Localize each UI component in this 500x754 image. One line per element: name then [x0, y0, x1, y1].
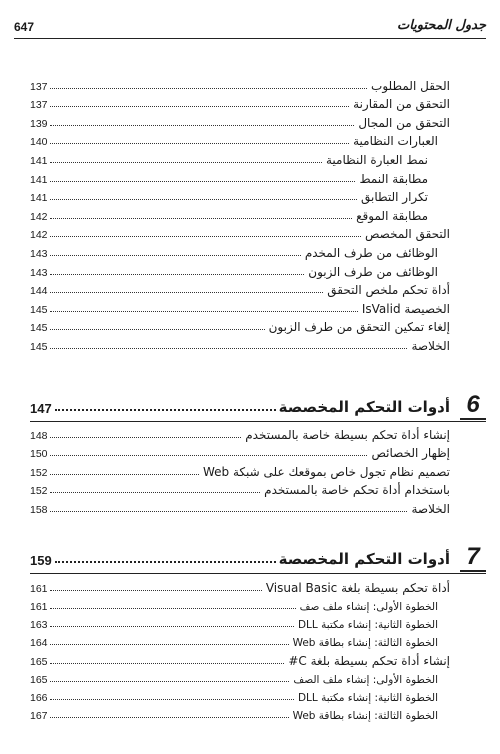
- toc-entry-page: 143: [30, 247, 48, 260]
- dot-leader: [50, 329, 265, 330]
- toc-entry-title: الخطوة الأولى: إنشاء ملف الصف: [293, 673, 438, 686]
- toc-entry-page: 145: [30, 340, 48, 353]
- toc-entry: [30, 442, 450, 461]
- header-rule: [14, 38, 486, 39]
- toc-entry-title: الخلاصة: [411, 501, 450, 516]
- toc-entry: [30, 613, 450, 631]
- toc-entry-title: الوظائف من طرف المخدم: [304, 245, 438, 260]
- toc-entry-page: 141: [30, 154, 48, 167]
- toc-entry-title: الحقل المطلوب: [371, 78, 450, 93]
- chapter-number: 7: [460, 544, 486, 572]
- toc-entry-page: 145: [30, 303, 48, 316]
- chapter-7-heading: [30, 544, 486, 572]
- toc-entry-page: 140: [30, 136, 48, 149]
- toc-entry: [30, 460, 450, 479]
- toc-entry: [30, 631, 450, 649]
- toc-entry-title: تكرار التطابق: [361, 190, 428, 205]
- toc-entry-title: تصميم نظام تجول خاص بموقعك على شبكة Web: [202, 464, 450, 479]
- toc-entry-page: 137: [30, 80, 48, 93]
- toc-entry-page: 163: [30, 618, 48, 631]
- toc-entry: [30, 241, 450, 260]
- dot-leader: [50, 162, 322, 163]
- toc-entry-page: 165: [30, 673, 48, 686]
- toc-entry-title: أداة تحكم بسيطة بلغة Visual Basic: [265, 580, 450, 595]
- dot-leader: [50, 455, 368, 456]
- dot-leader: [50, 699, 294, 700]
- dot-leader: [50, 236, 361, 237]
- toc-entry-title: العبارات النظامية: [353, 134, 438, 149]
- toc-entry: [30, 686, 450, 704]
- toc-entry: [30, 595, 450, 613]
- toc-entry-page: 152: [30, 466, 48, 479]
- dot-leader: [50, 681, 290, 682]
- dot-leader: [50, 437, 242, 438]
- dot-leader: [50, 608, 296, 609]
- toc-entry: [30, 111, 450, 130]
- chapter-title: أدوات التحكم المخصصة: [278, 398, 450, 416]
- dot-leader: [50, 218, 353, 219]
- toc-entry: [30, 167, 450, 186]
- dot-leader: [50, 348, 408, 349]
- toc-entry-title: مطابقة النمط: [359, 171, 428, 186]
- chapter-rule: [30, 421, 486, 422]
- toc-entry-title: الخطوة الثانية: إنشاء مكتبة DLL: [297, 618, 438, 631]
- dot-leader: [50, 311, 358, 312]
- header-title: جدول المحتويات: [396, 18, 486, 33]
- toc-entry-title: الوظائف من طرف الزبون: [308, 264, 438, 279]
- dot-leader: [50, 717, 289, 718]
- dot-leader: [50, 511, 408, 512]
- chapter-page: 147: [30, 401, 52, 416]
- toc-entry: [30, 649, 450, 668]
- dot-leader: [50, 125, 355, 126]
- toc-entry-page: 141: [30, 173, 48, 186]
- dot-leader: [50, 274, 305, 275]
- toc-entry-title: نمط العبارة النظامية: [325, 152, 428, 167]
- toc-entry-title: مطابقة الموقع: [356, 208, 428, 223]
- dot-leader: [50, 88, 368, 89]
- toc-entry: [30, 297, 450, 316]
- toc-entry-title: إنشاء أداة تحكم بسيطة بلغة C#: [288, 653, 450, 668]
- dot-leader: [50, 626, 294, 627]
- toc-entry: [30, 497, 450, 516]
- dot-leader: [50, 255, 301, 256]
- toc-entry-title: إنشاء أداة تحكم بسيطة خاصة بالمستخدم: [245, 427, 450, 442]
- toc-entry: [30, 704, 450, 722]
- running-header: [14, 18, 486, 36]
- dot-leader: [50, 663, 285, 664]
- toc-entry-page: 148: [30, 429, 48, 442]
- chapter-6-heading: [30, 392, 486, 420]
- toc-entry-page: 142: [30, 210, 48, 223]
- toc-entry: [30, 204, 450, 223]
- toc-entry-title: الخطوة الأولى: إنشاء ملف صف: [299, 600, 438, 613]
- dot-leader: [50, 143, 350, 144]
- toc-entry: [30, 260, 450, 279]
- toc-entry-title: الخصيصة IsValid: [361, 301, 450, 316]
- toc-entry-page: 158: [30, 503, 48, 516]
- toc-entry: [30, 279, 450, 298]
- toc-entry-page: 142: [30, 229, 48, 242]
- toc-entry-title: التحقق المخصص: [364, 227, 450, 242]
- toc-entry: [30, 479, 450, 498]
- chapter-rule: [30, 573, 486, 574]
- dot-leader: [50, 181, 356, 182]
- toc-entry: [30, 186, 450, 205]
- dot-leader: [55, 409, 276, 411]
- toc-section-continued: [30, 74, 450, 353]
- toc-entry-page: 141: [30, 192, 48, 205]
- toc-entry-page: 150: [30, 448, 48, 461]
- dot-leader: [50, 106, 350, 107]
- toc-entry-title: الخطوة الثانية: إنشاء مكتبة DLL: [297, 692, 438, 705]
- toc-entry: [30, 148, 450, 167]
- toc-entry-page: 152: [30, 485, 48, 498]
- toc-entry-page: 161: [30, 582, 48, 595]
- dot-leader: [50, 199, 357, 200]
- toc-entry: [30, 334, 450, 353]
- toc-entry-page: 137: [30, 99, 48, 112]
- toc-entry: [30, 223, 450, 242]
- toc-chapter-6: [30, 423, 450, 516]
- toc-entry-page: 164: [30, 637, 48, 650]
- toc-entry-title: الخطوة الثالثة: إنشاء بطاقة Web: [292, 710, 438, 723]
- chapter-page: 159: [30, 553, 52, 568]
- dot-leader: [50, 590, 262, 591]
- toc-entry: [30, 74, 450, 93]
- chapter-title: أدوات التحكم المخصصة: [278, 550, 450, 568]
- toc-entry: [30, 576, 450, 595]
- toc-entry-title: باستخدام أداة تحكم خاصة بالمستخدم: [264, 483, 450, 498]
- dot-leader: [50, 492, 261, 493]
- toc-entry: [30, 668, 450, 686]
- toc-entry-page: 165: [30, 655, 48, 668]
- toc-entry-page: 145: [30, 322, 48, 335]
- header-page-number: 647: [14, 20, 35, 34]
- toc-entry-page: 166: [30, 692, 48, 705]
- dot-leader: [50, 292, 324, 293]
- chapter-number: 6: [460, 392, 486, 420]
- dot-leader: [50, 474, 199, 475]
- toc-entry-title: التحقق من المقارنة: [353, 97, 450, 112]
- toc-entry-title: الخطوة الثالثة: إنشاء بطاقة Web: [292, 637, 438, 650]
- toc-entry: [30, 130, 450, 149]
- toc-entry-page: 144: [30, 285, 48, 298]
- dot-leader: [50, 644, 289, 645]
- toc-entry-title: التحقق من المجال: [358, 115, 450, 130]
- toc-chapter-7: [30, 576, 450, 722]
- toc-entry-page: 143: [30, 266, 48, 279]
- toc-entry-page: 161: [30, 600, 48, 613]
- toc-entry-title: إظهار الخصائص: [371, 446, 450, 461]
- toc-entry-title: الخلاصة: [411, 338, 450, 353]
- toc-entry-page: 139: [30, 117, 48, 130]
- toc-entry-title: إلغاء تمكين التحقق من طرف الزبون: [268, 320, 450, 335]
- toc-entry: [30, 93, 450, 112]
- toc-entry: [30, 423, 450, 442]
- toc-entry-page: 167: [30, 710, 48, 723]
- toc-entry-title: أداة تحكم ملخص التحقق: [327, 283, 450, 298]
- toc-entry: [30, 316, 450, 335]
- dot-leader: [55, 561, 276, 563]
